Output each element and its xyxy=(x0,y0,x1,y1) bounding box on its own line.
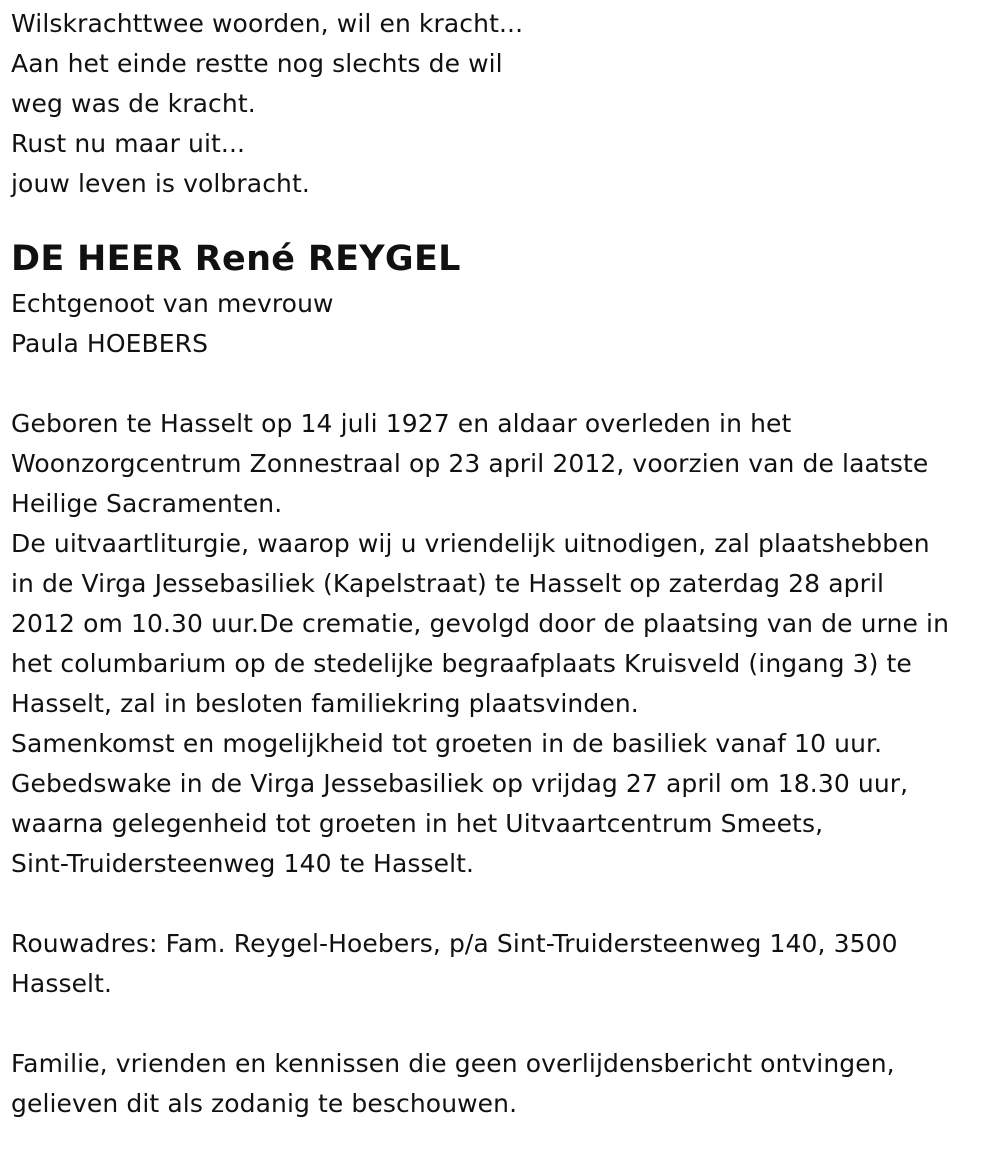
body-line: Woonzorgcentrum Zonnestraal op 23 april 2012, voorzien van de laatste xyxy=(11,449,929,478)
spouse-line: Echtgenoot van mevrouw xyxy=(11,289,334,318)
spouse-line: Paula HOEBERS xyxy=(11,329,209,358)
body-line: in de Virga Jessebasiliek (Kapelstraat) te Hasselt op zaterdag 28 april xyxy=(11,569,885,598)
body-line: Gebedswake in de Virga Jessebasiliek op vrijdag 27 april om 18.30 uur, xyxy=(11,769,909,798)
address-line: Hasselt. xyxy=(11,969,113,998)
poem-line: Rust nu maar uit... xyxy=(11,129,246,158)
body-line: Hasselt, zal in besloten familiekring plaatsvinden. xyxy=(11,689,639,718)
poem-line: weg was de kracht. xyxy=(11,89,256,118)
funeral-details xyxy=(11,404,996,884)
address-line: Rouwadres: Fam. Reygel-Hoebers, p/a Sint-Truidersteenweg 140, 3500 xyxy=(11,929,898,958)
poem-line: Wilskrachttwee woorden, wil en kracht... xyxy=(11,9,524,38)
body-line: De uitvaartliturgie, waarop wij u vriendelijk uitnodigen, zal plaatshebben xyxy=(11,529,930,558)
body-line: 2012 om 10.30 uur.De crematie, gevolgd door de plaatsing van de urne in xyxy=(11,609,950,638)
closing-line: Familie, vrienden en kennissen die geen overlijdensbericht ontvingen, xyxy=(11,1049,895,1078)
body-line: Geboren te Hasselt op 14 juli 1927 en aldaar overleden in het xyxy=(11,409,792,438)
closing-note xyxy=(11,1044,996,1124)
body-line: het columbarium op de stedelijke begraafplaats Kruisveld (ingang 3) te xyxy=(11,649,912,678)
mourning-address xyxy=(11,924,996,1004)
body-line: Heilige Sacramenten. xyxy=(11,489,283,518)
body-line: Samenkomst en mogelijkheid tot groeten in de basiliek vanaf 10 uur. xyxy=(11,729,883,758)
poem xyxy=(11,4,996,204)
spouse-info xyxy=(11,284,996,364)
body-line: waarna gelegenheid tot groeten in het Uitvaartcentrum Smeets, xyxy=(11,809,824,838)
paragraph-gap xyxy=(11,1004,996,1044)
obituary-notice xyxy=(11,4,996,1124)
paragraph-gap xyxy=(11,364,996,404)
poem-line: Aan het einde restte nog slechts de wil xyxy=(11,49,503,78)
paragraph-gap xyxy=(11,884,996,924)
deceased-name: DE HEER René REYGEL xyxy=(11,239,461,279)
body-line: Sint-Truidersteenweg 140 te Hasselt. xyxy=(11,849,475,878)
closing-line: gelieven dit als zodanig te beschouwen. xyxy=(11,1089,518,1118)
poem-line: jouw leven is volbracht. xyxy=(11,169,310,198)
